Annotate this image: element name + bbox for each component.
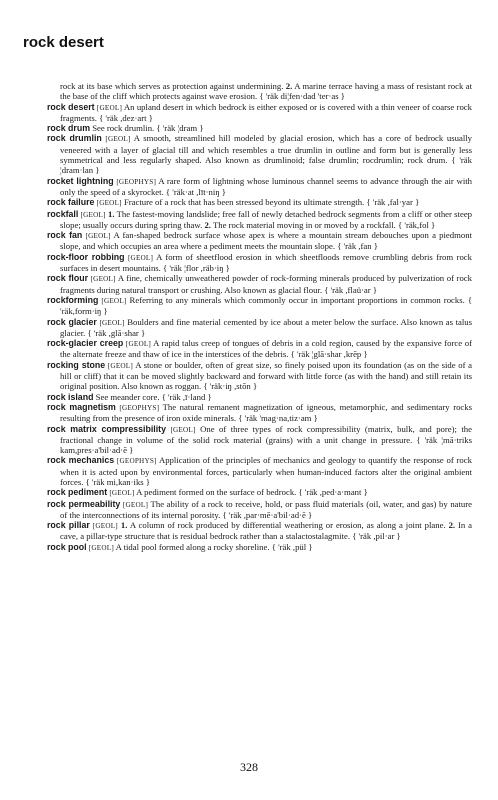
dictionary-entry bbox=[47, 499, 472, 521]
entry-definition: A stone or boulder, often of great size, so finely poised upon its foundation (as on the side of a hill or cliff) that it can be moved slightly backward and forward with little force (as with the hand) and still retain its original position. Also known as roggan. bbox=[60, 359, 472, 392]
entry-definition: See meander core. bbox=[95, 391, 160, 402]
sense-number: 1. bbox=[120, 520, 128, 531]
field-label: [GEOL] bbox=[80, 210, 106, 219]
pronunciation: { 'räk ,ped·a·mant } bbox=[298, 487, 368, 498]
dictionary-entry bbox=[47, 133, 472, 175]
pronunciation: { 'räk ,flaü·ar } bbox=[324, 284, 378, 295]
entry-headword: rock flour bbox=[47, 273, 88, 284]
entry-definition: A form of sheetflood erosion in which sheetfloods remove crumbling debris from rock surfaces in desert mountains. bbox=[60, 251, 472, 274]
entry-definition: A fine, chemically unweathered powder of rock-forming minerals produced by pulverization of rock fragments during natural transport or crushing. Also known as glacial flour. bbox=[60, 273, 472, 295]
entry-definition: Application of the principles of mechanics and geology to quantify the response of rock when it is acted upon by environmental forces, particularly when human-induced factors alter the original ambient forces. bbox=[60, 455, 472, 487]
dictionary-entry bbox=[47, 455, 472, 487]
pronunciation: { 'räk mi,kan·iks } bbox=[85, 476, 151, 487]
entry-headword: rock permeability bbox=[47, 498, 121, 509]
entry-headword: rock mechanics bbox=[47, 455, 115, 466]
entry-definition: A smooth, streamlined hill modeled by glacial erosion, which has a core of bedrock usually veneered with a layer of glacial till and which resembles a true drumlin in outline and form but is generally less symmetrical and less regularly shaped. Also known as drumlinoid; false drumlin; rocdrumlin; rock drum. bbox=[60, 133, 473, 166]
pronunciation: { 'räk ,dez·art } bbox=[99, 112, 153, 123]
entry-definition: Boulders and fine material cemented by ice about a meter below the surface. Also known as talus glacier. bbox=[60, 316, 473, 338]
field-label: [GEOL] bbox=[96, 103, 123, 112]
entry-headword: rockforming bbox=[47, 294, 99, 305]
entry-headword: rocking stone bbox=[47, 359, 106, 370]
field-label: [GEOL] bbox=[127, 253, 154, 262]
entry-headword: rock fan bbox=[47, 230, 83, 241]
sense-number: 2. bbox=[285, 81, 293, 91]
entry-headword: rock matrix compressibility bbox=[47, 423, 166, 434]
entry-definition: One of three types of rock compressibility (matrix, bulk, and pore); the fractional change in volume of the solid rock material (grains) with a unit change in pressure. bbox=[60, 423, 473, 445]
pronunciation: { 'räk ¦flor ,räb·iŋ } bbox=[163, 263, 230, 274]
pronunciation: { 'räk,fol } bbox=[398, 219, 436, 230]
pronunciation: { 'räk ¦dram } bbox=[156, 123, 204, 134]
dictionary-entry bbox=[47, 273, 472, 295]
entry-headword: rock drumlin bbox=[47, 133, 102, 144]
entry-headword: rocket lightning bbox=[47, 175, 114, 186]
entry-headword: rock glacier bbox=[47, 316, 97, 327]
field-label: [GEOPHYS] bbox=[119, 403, 160, 412]
pronunciation: { 'räk ,pil·ar } bbox=[352, 531, 401, 542]
dictionary-entry bbox=[47, 392, 472, 402]
entry-definition: Referring to any minerals which commonly occur in important proportions in common rocks. bbox=[129, 294, 465, 305]
field-label: [GEOL] bbox=[122, 500, 149, 509]
entry-headword: rock island bbox=[47, 391, 94, 402]
dictionary-entry bbox=[47, 317, 472, 339]
pronunciation: { 'räk,form·iŋ } bbox=[60, 294, 473, 317]
field-label: [GEOL] bbox=[99, 318, 125, 327]
dictionary-entry bbox=[47, 252, 472, 274]
entry-headword: rock-floor robbing bbox=[47, 251, 125, 262]
field-label: [GEOL] bbox=[101, 296, 127, 305]
dictionary-entry bbox=[47, 176, 472, 198]
entry-headword: rock-glacier creep bbox=[47, 338, 124, 349]
field-label: [GEOPHYS] bbox=[116, 457, 157, 466]
sense-number: 2. bbox=[204, 219, 211, 230]
entry-definition: A rapid talus creep of tongues of debris in a cold region, caused by the expansive force of the alternate freeze and thaw of ice in the interstices of the debris. bbox=[60, 338, 472, 360]
entry-definition: A pediment formed on the surface of bedrock. bbox=[136, 487, 297, 498]
dictionary-entry bbox=[47, 542, 472, 553]
dictionary-entry bbox=[47, 360, 472, 392]
entry-definition: The fastest-moving landslide; free fall of newly detached bedrock segments from a cliff or other steep slope; usually occurs during spring thaw. bbox=[60, 208, 473, 230]
running-head: rock desert bbox=[23, 34, 104, 51]
dictionary-entry bbox=[47, 487, 472, 498]
entry-headword: rock magnetism bbox=[47, 401, 116, 412]
entry-headword: rock pool bbox=[47, 541, 87, 552]
field-label: [GEOL] bbox=[109, 489, 135, 498]
pronunciation: { 'räk ¦glā·shar ,krēp } bbox=[290, 349, 368, 360]
pronunciation: { 'räk ,ī·land } bbox=[161, 391, 212, 402]
field-label: [GEOL] bbox=[88, 543, 114, 552]
pronunciation: { 'räk di¦fen·dad 'ter·as } bbox=[259, 91, 345, 102]
entry-definition: A marine terrace having a mass of resistant rock at the base of the cliff which protects against wave erosion. bbox=[60, 81, 472, 102]
sense-number: 2. bbox=[448, 520, 456, 531]
dictionary-entry bbox=[47, 338, 472, 360]
dictionary-entry bbox=[47, 102, 472, 124]
pronunciation: { 'räk ,fal·yar } bbox=[366, 197, 420, 208]
page-number: 328 bbox=[240, 760, 258, 774]
field-label: [GEOL] bbox=[90, 275, 116, 284]
dictionary-entry bbox=[47, 209, 472, 231]
entry-list bbox=[47, 81, 472, 553]
dictionary-entry bbox=[47, 197, 472, 208]
pronunciation: { 'räk ,glā·shar } bbox=[87, 327, 146, 338]
field-label: [GEOL] bbox=[92, 522, 118, 531]
entry-definition: rock at its base which serves as protection against undermining. bbox=[60, 81, 284, 91]
pronunciation: { 'räk·at ,līt·niŋ } bbox=[165, 186, 226, 197]
dictionary-entry bbox=[47, 123, 472, 133]
entry-headword: rock pillar bbox=[47, 520, 90, 531]
entry-definition: A fan-shaped bedrock surface whose apex is where a mountain stream debouches upon a piedmont slope, and which occupies an area where a pediment meets the mountain slope. bbox=[60, 230, 472, 252]
entry-headword: rock drum bbox=[47, 123, 91, 134]
pronunciation: { 'räk ,fan } bbox=[337, 241, 378, 252]
field-label: [GEOL] bbox=[105, 135, 131, 144]
field-label: [GEOL] bbox=[125, 340, 152, 349]
field-label: [GEOL] bbox=[85, 232, 111, 241]
entry-headword: rock pediment bbox=[47, 487, 108, 498]
entry-definition: The natural remanent magnetization of igneous, metamorphic, and sedimentary rocks resulting from the presence of iron oxide minerals. bbox=[60, 401, 473, 424]
pronunciation: { 'räk ¦dram·lan } bbox=[60, 155, 472, 176]
entry-definition: The ability of a rock to receive, hold, or pass fluid materials (oil, water, and gas) by nature of the interconnections of its internal porosity. bbox=[60, 498, 473, 520]
entry-definition: A column of rock produced by differential weathering or erosion, as along a joint plane. bbox=[129, 520, 446, 531]
sense-number: 1. bbox=[107, 208, 115, 219]
dictionary-entry bbox=[47, 424, 472, 456]
entry-headword: rock desert bbox=[47, 101, 95, 112]
entry-definition: An upland desert in which bedrock is either exposed or is covered with a thin veneer of coarse rock fragments. bbox=[60, 101, 472, 123]
entry-definition: The rock material moving in or moved by a rockfall. bbox=[212, 219, 396, 230]
dictionary-entry bbox=[47, 520, 472, 542]
pronunciation: { 'räk 'mag·na,tiz·am } bbox=[238, 413, 318, 424]
field-label: [GEOL] bbox=[170, 425, 196, 434]
entry-headword: rock failure bbox=[47, 197, 95, 208]
dictionary-entry bbox=[47, 230, 472, 252]
entry-definition: Fracture of a rock that has been stressed beyond its ultimate strength. bbox=[123, 197, 365, 208]
entry-definition: A rare form of lightning whose luminous channel seems to advance through the air with only the speed of a skyrocket. bbox=[60, 175, 472, 197]
pronunciation: { 'räk ¦mā·triks kam,pres·a'bil·ad·ē } bbox=[60, 434, 472, 456]
pronunciation: { 'räk ,pül } bbox=[271, 541, 313, 552]
field-label: [GEOPHYS] bbox=[116, 177, 157, 186]
field-label: [GEOL] bbox=[107, 361, 133, 370]
dictionary-entry bbox=[47, 402, 472, 424]
entry-definition: A tidal pool formed along a rocky shoreline. bbox=[115, 541, 270, 552]
dictionary-entry bbox=[47, 295, 472, 317]
field-label: [GEOL] bbox=[96, 199, 122, 208]
entry-definition: In a cave, a pillar-type structure that is residual bedrock rather than a stalactostalagmite. bbox=[60, 520, 473, 542]
entry-headword: rockfall bbox=[47, 208, 79, 219]
pronunciation: { 'räk·iŋ ,stōn } bbox=[203, 381, 258, 392]
pronunciation: { 'räk ,par·mē·a'bil·ad·ē } bbox=[222, 509, 313, 520]
dictionary-entry bbox=[47, 81, 472, 102]
entry-definition: See rock drumlin. bbox=[92, 123, 155, 134]
